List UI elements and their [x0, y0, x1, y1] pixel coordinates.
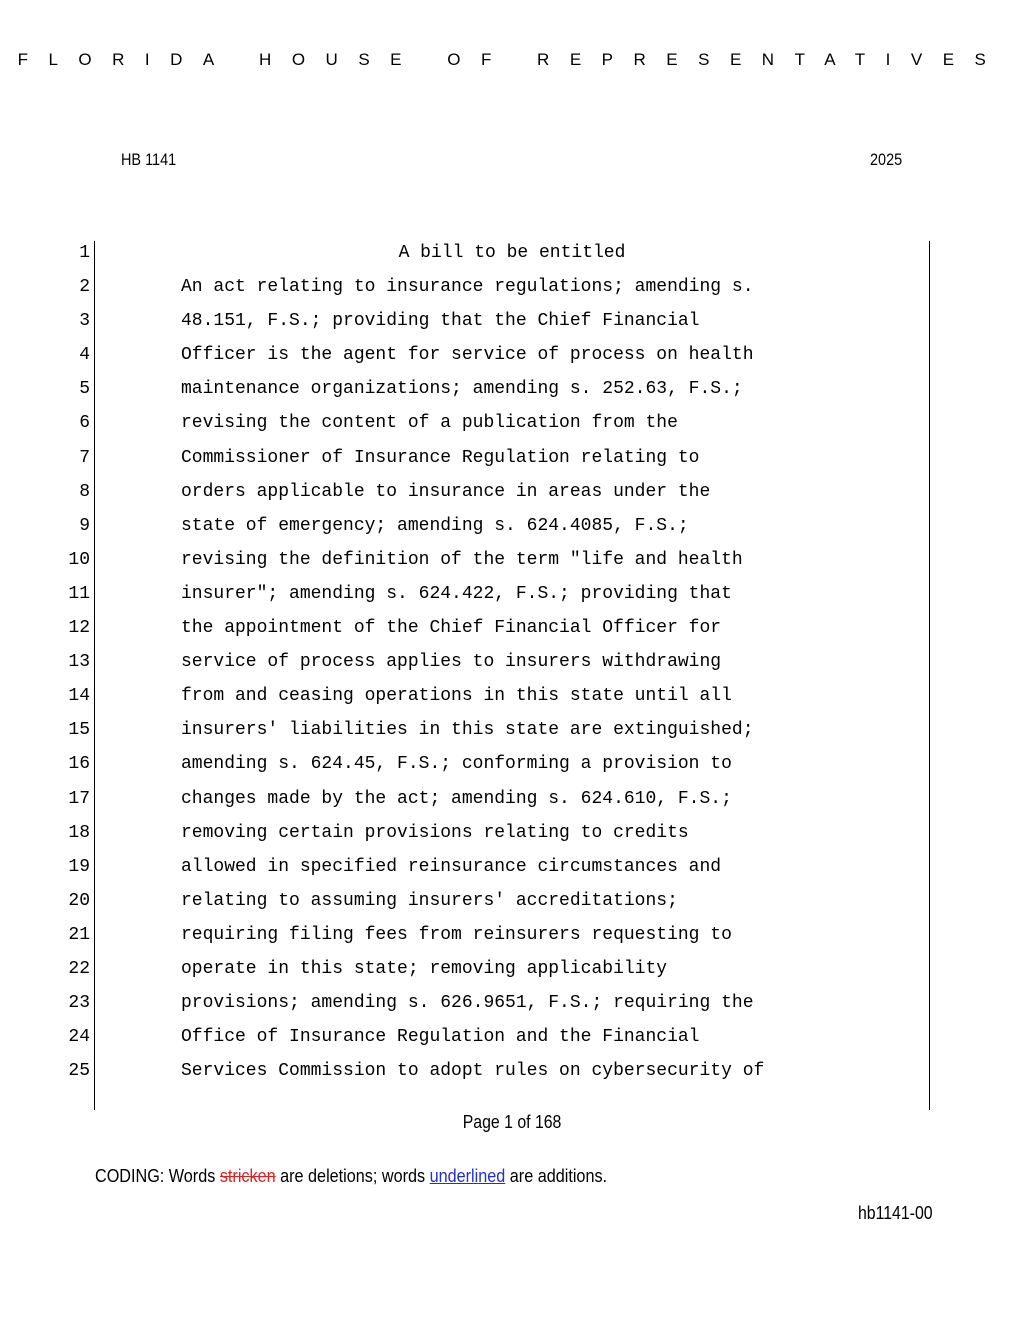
- line-text: A bill to be entitled: [398, 243, 626, 263]
- bill-line: [0, 441, 1024, 475]
- bill-line: [0, 577, 1024, 611]
- line-number: 7: [79, 447, 90, 468]
- line-number: 21: [68, 924, 90, 945]
- coding-legend: [95, 1166, 607, 1187]
- bill-line: [0, 782, 1024, 816]
- bill-line: [0, 236, 1024, 270]
- line-text: from and ceasing operations in this state until all: [181, 686, 732, 707]
- bill-line: [0, 1054, 1024, 1088]
- line-text: orders applicable to insurance in areas under the: [181, 481, 711, 502]
- document-code: hb1141-00: [858, 1203, 933, 1223]
- bill-year: 2025: [870, 150, 903, 169]
- line-text: An act relating to insurance regulations; amending s.: [181, 277, 754, 298]
- line-number: 12: [68, 618, 90, 639]
- bill-line: [0, 475, 1024, 509]
- line-number: 9: [79, 515, 90, 536]
- bill-line: [0, 747, 1024, 781]
- line-number: 14: [68, 686, 90, 707]
- bill-line: [0, 918, 1024, 952]
- line-text: maintenance organizations; amending s. 252.63, F.S.;: [181, 379, 743, 400]
- bill-line: [0, 611, 1024, 645]
- line-text: removing certain provisions relating to credits: [181, 822, 689, 843]
- line-number: 4: [79, 345, 90, 366]
- line-number: 10: [68, 549, 90, 570]
- line-number: 20: [68, 890, 90, 911]
- line-text: relating to assuming insurers' accreditations;: [181, 890, 678, 911]
- line-number: 11: [68, 583, 90, 604]
- line-text: requiring filing fees from reinsurers requesting to: [181, 924, 732, 945]
- line-number: 17: [68, 788, 90, 809]
- line-number: 16: [68, 754, 90, 775]
- line-text: amending s. 624.45, F.S.; conforming a provision to: [181, 754, 732, 775]
- line-text: Officer is the agent for service of process on health: [181, 345, 754, 366]
- bill-line: [0, 816, 1024, 850]
- page-number: [0, 1112, 1024, 1133]
- line-number: 18: [68, 822, 90, 843]
- line-number: 6: [79, 413, 90, 434]
- line-text: Office of Insurance Regulation and the Financial: [181, 1027, 700, 1048]
- bill-line: [0, 338, 1024, 372]
- bill-line: [0, 850, 1024, 884]
- bill-line: [0, 304, 1024, 338]
- line-text: changes made by the act; amending s. 624.610, F.S.;: [181, 788, 732, 809]
- line-text: operate in this state; removing applicability: [181, 958, 668, 979]
- line-text: insurer"; amending s. 624.422, F.S.; providing that: [181, 583, 732, 604]
- line-text: 48.151, F.S.; providing that the Chief Financial: [181, 311, 700, 332]
- bill-line: [0, 986, 1024, 1020]
- line-number: 3: [79, 311, 90, 332]
- line-number: 2: [79, 277, 90, 298]
- line-text: Services Commission to adopt rules on cybersecurity of: [181, 1061, 765, 1082]
- bill-line: [0, 270, 1024, 304]
- chamber-title: FLORIDA HOUSE OF REPRESENTATIVES: [17, 50, 1007, 69]
- line-number: 24: [68, 1027, 90, 1048]
- page-number-text: Page 1 of 168: [462, 1112, 562, 1132]
- stricken-sample: stricken: [219, 1166, 276, 1186]
- line-text: Commissioner of Insurance Regulation relating to: [181, 447, 700, 468]
- line-number: 15: [68, 720, 90, 741]
- coding-suffix: are additions.: [505, 1166, 608, 1186]
- line-text: provisions; amending s. 626.9651, F.S.; requiring the: [181, 993, 754, 1014]
- underlined-sample: underlined: [429, 1166, 506, 1186]
- bill-line: [0, 1020, 1024, 1054]
- line-text: the appointment of the Chief Financial Officer for: [181, 618, 722, 639]
- bill-line: [0, 406, 1024, 440]
- bill-line: [0, 543, 1024, 577]
- line-number: 8: [79, 481, 90, 502]
- coding-middle: are deletions; words: [275, 1166, 430, 1186]
- line-number: 25: [68, 1061, 90, 1082]
- line-text: state of emergency; amending s. 624.4085, F.S.;: [181, 515, 689, 536]
- bill-line: [0, 372, 1024, 406]
- bill-number: HB 1141: [121, 150, 177, 169]
- line-number: 23: [68, 993, 90, 1014]
- line-number: 13: [68, 652, 90, 673]
- bill-line: [0, 509, 1024, 543]
- bill-text: [0, 236, 1024, 1088]
- coding-prefix: CODING: Words: [95, 1166, 220, 1186]
- bill-line: [0, 713, 1024, 747]
- line-text: revising the content of a publication from the: [181, 413, 678, 434]
- bill-line: [0, 952, 1024, 986]
- line-number: 1: [79, 243, 90, 263]
- bill-line: [0, 884, 1024, 918]
- bill-line: [0, 679, 1024, 713]
- line-text: service of process applies to insurers withdrawing: [181, 652, 722, 673]
- line-number: 19: [68, 856, 90, 877]
- line-number: 5: [79, 379, 90, 400]
- line-text: revising the definition of the term "life and health: [181, 549, 743, 570]
- line-text: allowed in specified reinsurance circumstances and: [181, 856, 722, 877]
- line-number: 22: [68, 958, 90, 979]
- line-text: insurers' liabilities in this state are extinguished;: [181, 720, 754, 741]
- bill-line: [0, 645, 1024, 679]
